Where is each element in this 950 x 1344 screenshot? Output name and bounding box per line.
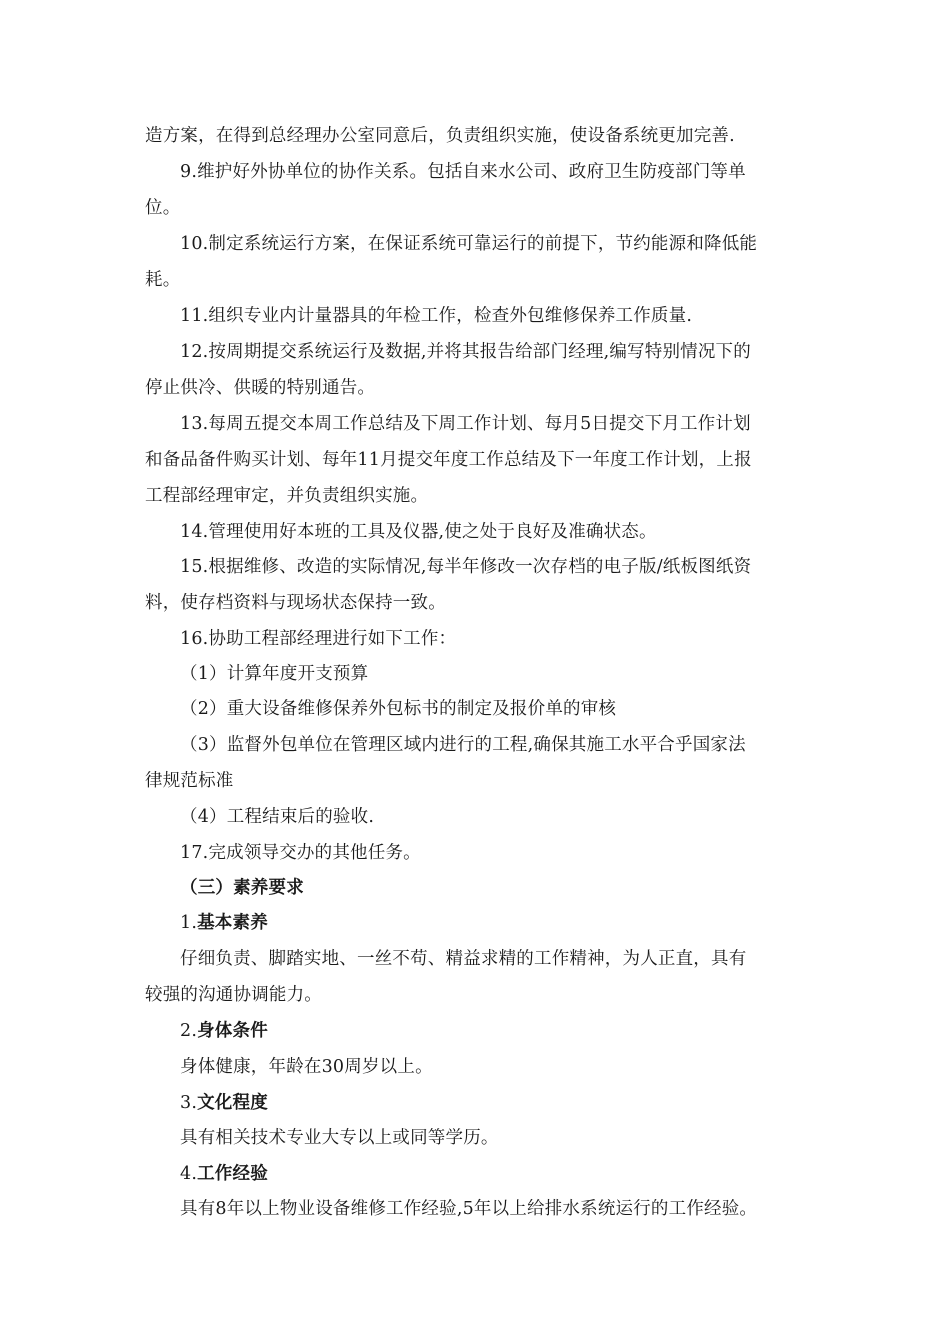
list-item-15: 15.根据维修、改造的实际情况,每半年修改一次存档的电子版/纸板图纸资 — [180, 557, 752, 577]
item-heading-4 — [180, 1162, 815, 1186]
list-item-13: 13.每周五提交本周工作总结及下周工作计划、每月5日提交下月工作计划 — [180, 414, 751, 434]
item-body: 身体健康，年龄在30周岁以上。 — [180, 1057, 433, 1077]
item-body: 具有相关技术专业大专以上或同等学历。 — [180, 1128, 499, 1148]
text-line: 耗。 — [145, 270, 181, 290]
item-number: 4. — [180, 1164, 198, 1184]
text-line: 工程部经理审定，并负责组织实施。 — [145, 486, 429, 506]
item-body: 较强的沟通协调能力。 — [145, 985, 322, 1005]
text-line: 律规范标准 — [145, 771, 234, 791]
item-body: 具有8年以上物业设备维修工作经验,5年以上给排水系统运行的工作经验。 — [180, 1199, 758, 1219]
list-item-12: 12.按周期提交系统运行及数据,并将其报告给部门经理,编写特别情况下的 — [180, 342, 751, 362]
list-item-10: 10.制定系统运行方案，在保证系统可靠运行的前提下，节约能源和降低能 — [180, 234, 758, 254]
text-line: 料，使存档资料与现场状态保持一致。 — [145, 593, 446, 613]
sub-item-4: （4）工程结束后的验收. — [180, 807, 375, 827]
text-line: 位。 — [145, 198, 181, 218]
item-number: 3. — [180, 1093, 198, 1113]
item-number: 1. — [180, 913, 198, 933]
item-title: 基本素养 — [197, 913, 268, 933]
item-number: 2. — [180, 1021, 198, 1041]
item-body: 仔细负责、脚踏实地、一丝不苟、精益求精的工作精神，为人正直，具有 — [180, 949, 747, 969]
section-title: （三）素养要求 — [180, 878, 304, 898]
item-heading-3 — [180, 1091, 815, 1115]
list-item-17: 17.完成领导交办的其他任务。 — [180, 843, 421, 863]
item-title: 文化程度 — [197, 1093, 268, 1113]
sub-item-2: （2）重大设备维修保养外包标书的制定及报价单的审核 — [180, 699, 617, 719]
item-title: 身体条件 — [197, 1021, 268, 1041]
item-title: 工作经验 — [197, 1164, 268, 1184]
text-line: 造方案，在得到总经理办公室同意后，负责组织实施，使设备系统更加完善. — [145, 126, 735, 146]
list-item-11: 11.组织专业内计量器具的年检工作，检查外包维修保养工作质量. — [180, 306, 693, 326]
sub-item-1: （1）计算年度开支预算 — [180, 664, 369, 684]
item-heading-2 — [180, 1019, 815, 1043]
list-item-16: 16.协助工程部经理进行如下工作： — [180, 629, 457, 649]
item-heading-1 — [180, 911, 815, 935]
sub-item-3: （3）监督外包单位在管理区域内进行的工程,确保其施工水平合乎国家法 — [180, 735, 746, 755]
text-line: 停止供冷、供暖的特别通告。 — [145, 378, 376, 398]
text-line: 和备品备件购买计划、每年11月提交年度工作总结及下一年度工作计划，上报 — [145, 450, 752, 470]
list-item-14: 14.管理使用好本班的工具及仪器,使之处于良好及准确状态。 — [180, 522, 657, 542]
list-item-9: 9.维护好外协单位的协作关系。包括自来水公司、政府卫生防疫部门等单 — [180, 162, 746, 182]
